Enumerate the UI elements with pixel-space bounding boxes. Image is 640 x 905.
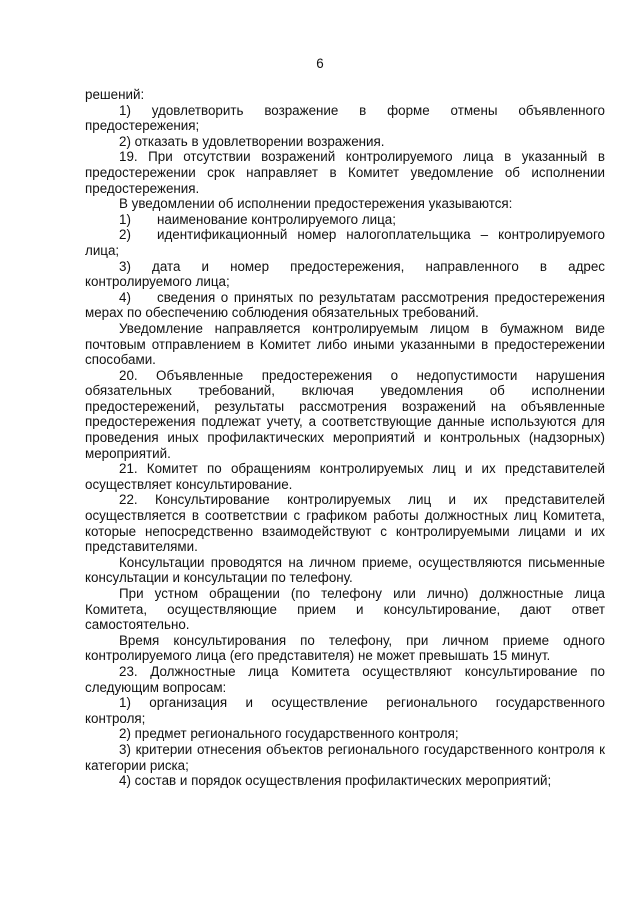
paragraph: решений:	[85, 87, 145, 102]
document-body	[85, 87, 605, 789]
paragraph: Консультации проводятся на личном приеме, осуществляются письменные консультации и консультации по телефону.	[85, 554, 605, 586]
paragraph: При устном обращении (по телефону или лично) должностные лица Комитета, осуществляющие прием и консультирование, дают ответ самостоятельно.	[85, 586, 605, 633]
paragraph: 3) критерии отнесения объектов регионального государственного контроля к категории риска;	[85, 741, 605, 773]
paragraph: предостережения;	[85, 118, 200, 134]
list-item-text: наименование контролируемого лица;	[157, 211, 396, 227]
list-item-word: в	[539, 258, 548, 274]
page-number: 6	[316, 56, 324, 71]
list-item-number: 1)	[119, 211, 131, 227]
paragraph: 20. Объявленные предостережения о недопустимости нарушения обязательных требований, включая уведомления об исполнении предостережений, результаты рассмотрения возражений на объявленные предостережения подлежат учету, а соответствующие данные используются для проведения иных профилактических мероприятий и контрольных (надзорных) мероприятий.	[85, 367, 605, 461]
list-item-word: и	[201, 258, 209, 274]
list-item-word: направленного	[425, 258, 519, 274]
paragraph: 1) удовлетворить возражение в форме отмены объявленного	[119, 102, 605, 118]
paragraph: 22. Консультирование контролируемых лиц и их представителей осуществляется в соответствии с графиком работы должностных лиц Комитета, которые непосредственно взаимодействуют с контролируемыми лицами и их представителями.	[85, 492, 605, 555]
paragraph: контролируемого лица;	[85, 274, 230, 290]
paragraph: 1) организация и осуществление регионального государственного	[119, 695, 605, 711]
list-item-word: номер	[230, 258, 270, 274]
list-item	[85, 212, 605, 228]
paragraph: 19. При отсутствии возражений контролируемого лица в указанный в предостережении срок направляет в Комитет уведомление об исполнении предостережения.	[85, 149, 605, 196]
paragraph: 2) предмет регионального государственного контроля;	[119, 726, 459, 742]
list-item	[85, 290, 605, 306]
paragraph: 2) отказать в удовлетворении возражения.	[119, 133, 385, 149]
paragraph: лица;	[85, 242, 120, 258]
paragraph: 23. Должностные лица Комитета осуществляют консультирование по следующим вопросам:	[85, 663, 605, 695]
paragraph: мерах по обеспечению соблюдения обязательных требований.	[85, 305, 479, 321]
list-item-text: сведения о принятых по результатам рассмотрения предостережения	[157, 289, 605, 305]
paragraph: 21. Комитет по обращениям контролируемых лиц и их представителей осуществляет консультирование.	[85, 461, 605, 492]
paragraph: контроля;	[85, 710, 146, 726]
list-item-number: 2)	[119, 227, 131, 243]
paragraph: В уведомлении об исполнении предостережения указываются:	[119, 196, 513, 212]
list-item-word: адрес	[568, 258, 605, 274]
list-item	[85, 259, 605, 275]
paragraph: 4) состав и порядок осуществления профилактических мероприятий;	[119, 773, 552, 789]
list-item-number: 3)	[119, 258, 131, 274]
list-item-word: предостережения,	[290, 258, 405, 274]
list-item-word: дата	[152, 258, 181, 274]
paragraph: Уведомление направляется контролируемым лицом в бумажном виде почтовым отправлением в Комитет либо иными указанными в предостережении способами.	[85, 320, 605, 368]
paragraph: Время консультирования по телефону, при личном приеме одного контролируемого лица (его представителя) не может превышать 15 минут.	[85, 632, 605, 664]
list-item-text: идентификационный номер налогоплательщика – контролируемого	[157, 227, 605, 243]
list-item	[85, 227, 605, 243]
list-item-number: 4)	[119, 289, 131, 305]
